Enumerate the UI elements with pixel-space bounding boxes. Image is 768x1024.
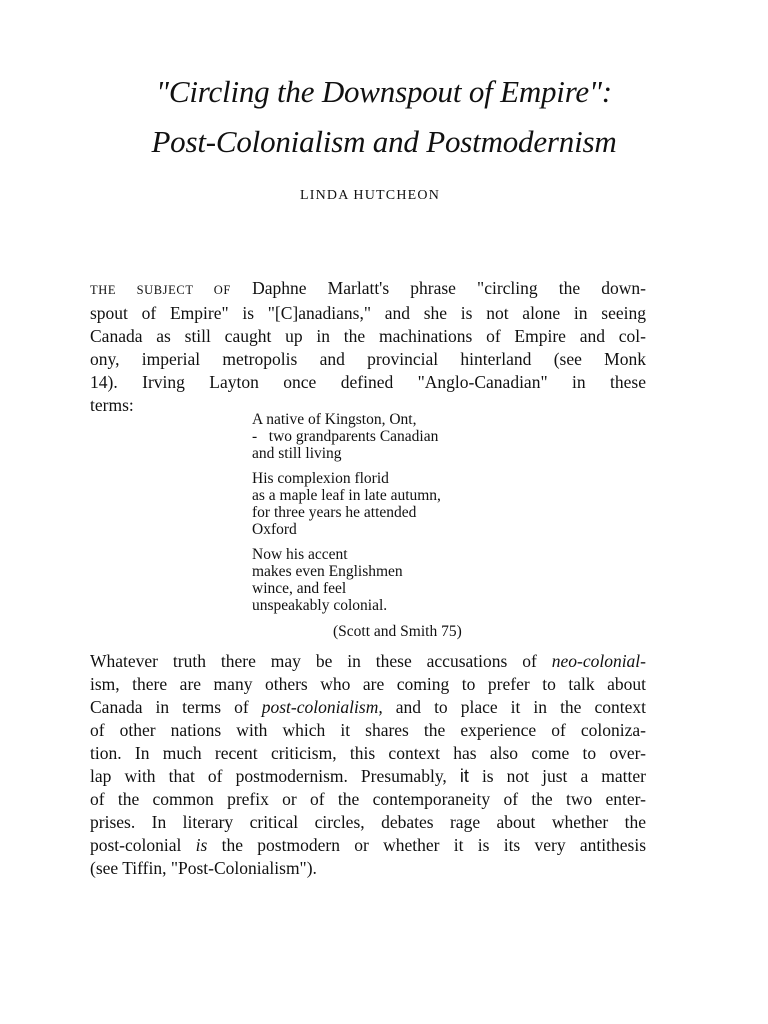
- poem-line: Oxford: [252, 521, 297, 538]
- italic-term: post-colonialism,: [261, 697, 383, 717]
- text-line: [90, 650, 646, 673]
- text-line: [90, 696, 646, 719]
- text-segment: Daphne Marlatt's phrase "circling the down-: [252, 278, 646, 298]
- poem-line: His complexion florid: [252, 470, 389, 487]
- italic-term: neo-colonial-: [551, 651, 646, 671]
- text-line: tion. In much recent criticism, this context has also come to over-: [90, 743, 646, 763]
- poem-line: unspeakably colonial.: [252, 597, 388, 614]
- text-segment: is not just a matter: [468, 766, 646, 786]
- poem-quote: [252, 411, 572, 622]
- text-segment: Whatever truth there may be in these accusations of: [90, 651, 552, 671]
- paragraph-body: [90, 650, 646, 880]
- poem-line: makes even Englishmen: [252, 563, 403, 580]
- text-line: prises. In literary critical circles, debates rage about whether the: [90, 812, 646, 832]
- author-name: LINDA HUTCHEON: [299, 188, 441, 203]
- text-segment: lap with that of postmodernism. Presumably,: [90, 766, 460, 786]
- poem-line: Now his accent: [252, 546, 348, 563]
- sans-word: it: [459, 766, 469, 786]
- paragraph-intro: [90, 277, 646, 417]
- text-line: of other nations with which it shares the experience of coloniza-: [90, 720, 646, 740]
- poem-line: A native of Kingston, Ont,: [252, 411, 417, 428]
- text-line: ism, there are many others who are coming to prefer to talk about: [90, 674, 646, 694]
- text-line: (see Tiffin, "Post-Colonialism").: [90, 858, 317, 878]
- text-line: 14). Irving Layton once defined "Anglo-Canadian" in these: [90, 372, 646, 392]
- poem-line: - two grandparents Canadian: [252, 428, 439, 445]
- lead-in-smallcaps: THE SUBJECT OF: [90, 283, 231, 297]
- poem-stanza: [252, 546, 572, 614]
- poem-line: for three years he attended: [252, 504, 417, 521]
- text-line: [90, 277, 646, 302]
- text-line: of the common prefix or of the contemporaneity of the two enter-: [90, 789, 646, 809]
- text-line: ony, imperial metropolis and provincial hinterland (see Monk: [90, 349, 646, 369]
- poem-citation: (Scott and Smith 75): [333, 623, 462, 640]
- title-line-1: "Circling the Downspout of Empire":: [156, 74, 612, 109]
- poem-line: wince, and feel: [252, 580, 347, 597]
- text-line: spout of Empire" is "[C]anadians," and she is not alone in seeing: [90, 303, 646, 323]
- text-segment: and to place it in the context: [382, 697, 646, 717]
- text-line: terms:: [90, 395, 134, 415]
- title-line-2: Post-Colonialism and Postmodernism: [151, 124, 617, 159]
- text-segment: Canada in terms of: [90, 697, 262, 717]
- text-line: [90, 765, 646, 788]
- poem-stanza: [252, 411, 572, 462]
- text-line: Canada as still caught up in the machinations of Empire and col-: [90, 326, 646, 346]
- italic-term: is: [195, 835, 208, 855]
- text-segment: the postmodern or whether it is its very antithesis: [207, 835, 647, 855]
- poem-line: as a maple leaf in late autumn,: [252, 487, 441, 504]
- text-line: [90, 834, 646, 857]
- text-segment: post-colonial: [90, 835, 196, 855]
- poem-line: and still living: [252, 445, 342, 462]
- poem-stanza: [252, 470, 572, 538]
